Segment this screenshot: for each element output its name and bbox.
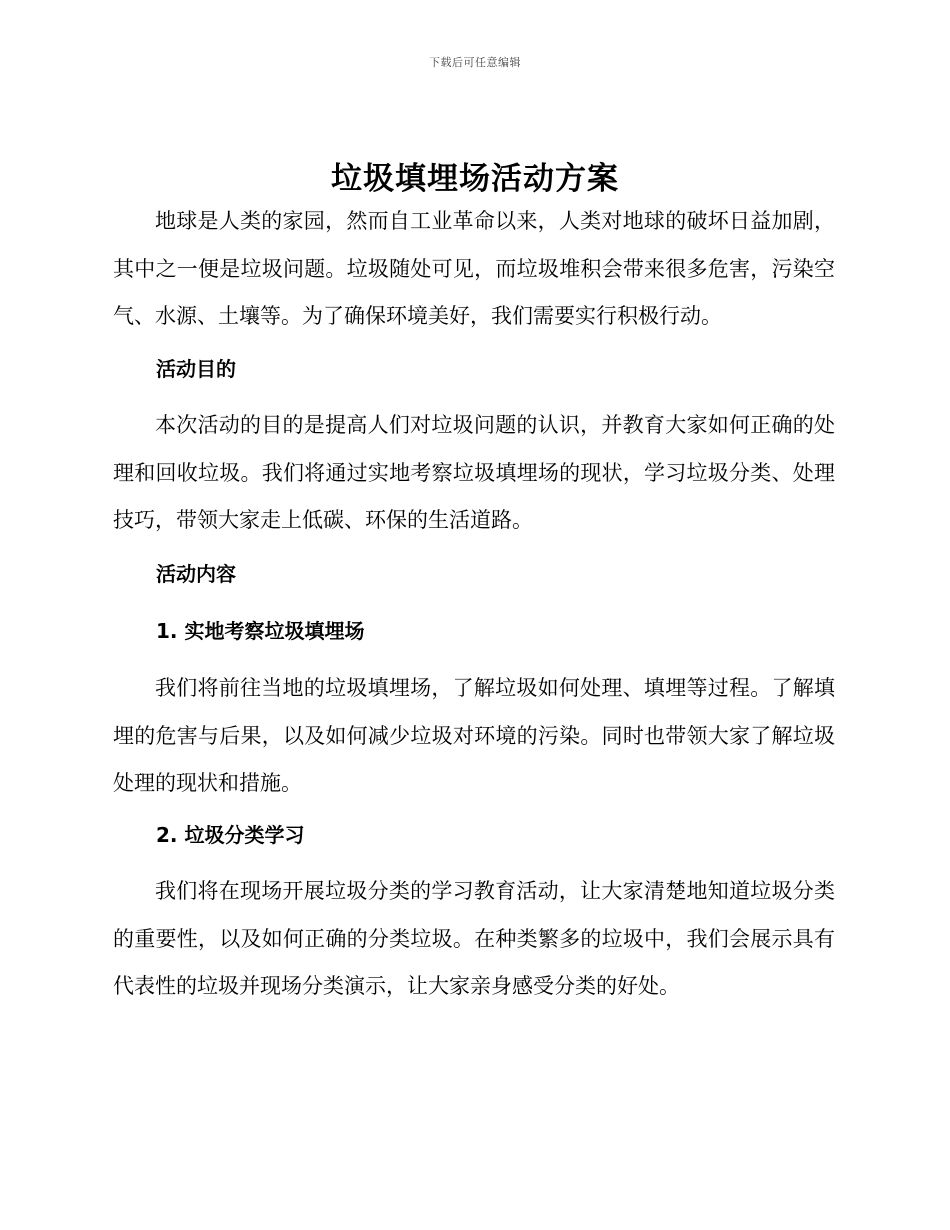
- site-visit-paragraph: 我们将前往当地的垃圾填埋场，了解垃圾如何处理、填埋等过程。了解填埋的危害与后果，以及如何减少垃圾对环境的污染。同时也带领大家了解垃圾处理的现状和措施。: [113, 676, 835, 795]
- section-heading-content: 活动内容: [156, 562, 236, 586]
- subsection-heading-site-visit: 1. 实地考察垃圾填埋场: [156, 619, 365, 643]
- intro-paragraph: 地球是人类的家园，然而自工业革命以来，人类对地球的破坏日益加剧，其中之一便是垃圾问题。垃圾随处可见，而垃圾堆积会带来很多危害，污染空气、水源、土壤等。为了确保环境美好，我们需要实行积极行动。: [113, 209, 835, 328]
- subsection-heading-sorting: 2. 垃圾分类学习: [156, 823, 305, 847]
- section-heading-purpose: 活动目的: [156, 357, 236, 381]
- document-title: 垃圾填埋场活动方案: [331, 161, 619, 197]
- header-note: 下载后可任意编辑: [429, 56, 521, 69]
- sorting-paragraph: 我们将在现场开展垃圾分类的学习教育活动，让大家清楚地知道垃圾分类的重要性，以及如何正确的分类垃圾。在种类繁多的垃圾中，我们会展示具有代表性的垃圾并现场分类演示，让大家亲身感受分类的好处。: [113, 879, 835, 998]
- purpose-paragraph: 本次活动的目的是提高人们对垃圾问题的认识，并教育大家如何正确的处理和回收垃圾。我们将通过实地考察垃圾填埋场的现状，学习垃圾分类、处理技巧，带领大家走上低碳、环保的生活道路。: [113, 413, 835, 532]
